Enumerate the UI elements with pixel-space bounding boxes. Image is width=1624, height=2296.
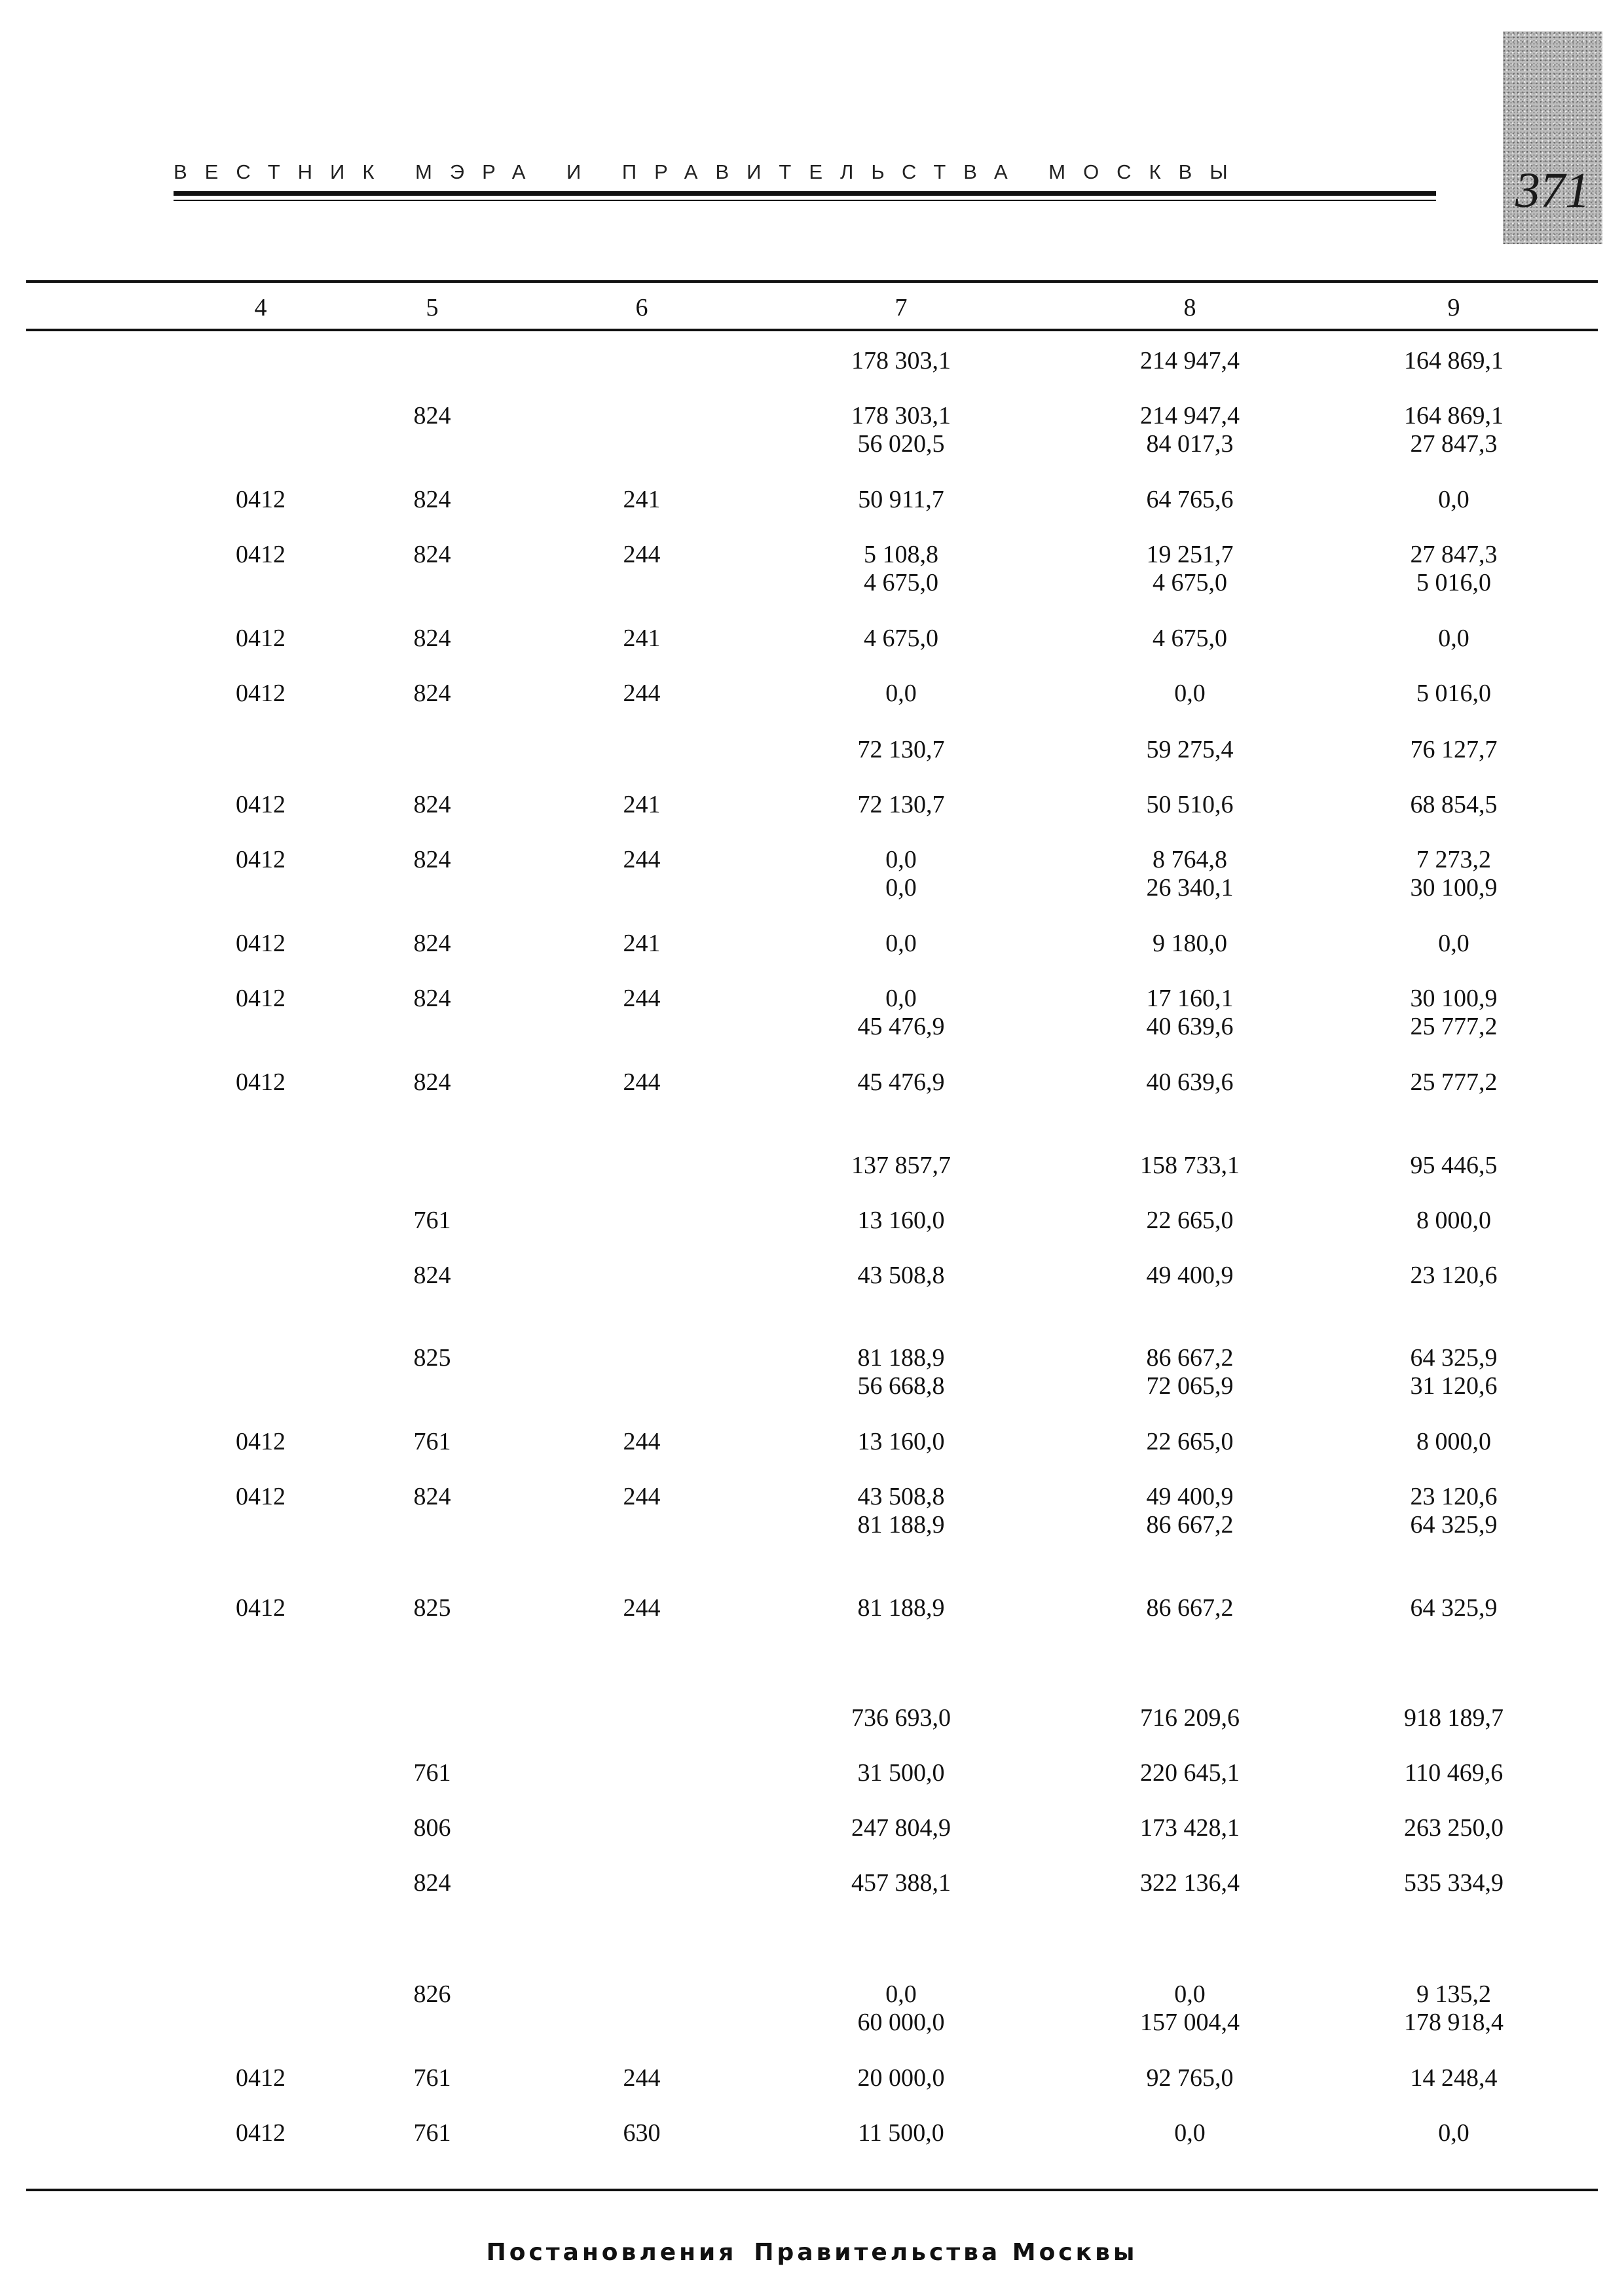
table-cell-9 [1356, 985, 1552, 1041]
table-cell-9 [1356, 402, 1552, 458]
cell-line: 244 [623, 680, 661, 707]
table-cell-6 [544, 1483, 740, 1511]
cell-line: 244 [623, 1428, 661, 1455]
table-cell-9 [1356, 1207, 1552, 1235]
cell-line: 27 847,3 [1410, 430, 1498, 458]
table-cell-7 [803, 347, 999, 375]
table-cell-9 [1356, 2119, 1552, 2147]
cell-line: 64 325,9 [1410, 1344, 1498, 1372]
cell-line: 86 667,2 [1146, 1344, 1234, 1372]
column-header-5: 5 [426, 294, 439, 321]
cell-line: 4 675,0 [864, 569, 938, 596]
cell-line: 86 667,2 [1146, 1511, 1234, 1539]
cell-line: 25 777,2 [1410, 1013, 1498, 1040]
cell-line: 27 847,3 [1410, 541, 1498, 568]
table-cell-5 [334, 1594, 530, 1622]
table-cell-7 [803, 1980, 999, 2037]
table-cell-6 [544, 930, 740, 958]
cell-line: 5 108,8 [864, 541, 938, 568]
cell-line: 244 [623, 1068, 661, 1096]
cell-line: 178 918,4 [1404, 2009, 1504, 2036]
cell-line: 241 [623, 625, 661, 652]
table-cell-7 [803, 1869, 999, 1897]
table-cell-7 [803, 985, 999, 1041]
table-top-rule [26, 280, 1598, 283]
table-cell-8 [1092, 1869, 1288, 1897]
table-cell-7 [803, 846, 999, 902]
cell-line: 72 065,9 [1146, 1372, 1234, 1400]
table-cell-9 [1356, 2064, 1552, 2092]
table-cell-4 [162, 985, 359, 1013]
table-cell-6 [544, 985, 740, 1013]
cell-line: 9 180,0 [1153, 930, 1227, 957]
column-header-9: 9 [1447, 294, 1460, 321]
table-cell-5 [334, 625, 530, 653]
table-cell-4 [162, 1068, 359, 1097]
table-cell-5 [334, 1262, 530, 1290]
table-cell-8 [1092, 680, 1288, 708]
cell-line: 95 446,5 [1410, 1152, 1498, 1179]
table-cell-9 [1356, 1428, 1552, 1456]
table-cell-9 [1356, 541, 1552, 597]
table-cell-5 [334, 1428, 530, 1456]
cell-line: 535 334,9 [1404, 1869, 1504, 1897]
cell-line: 0,0 [885, 930, 917, 957]
table-cell-5 [334, 541, 530, 569]
cell-line: 4 675,0 [1153, 625, 1227, 652]
cell-line: 0412 [236, 791, 286, 818]
table-cell-5 [334, 985, 530, 1013]
cell-line: 824 [413, 1869, 451, 1897]
table-cell-8 [1092, 1759, 1288, 1787]
cell-line: 68 854,5 [1410, 791, 1498, 818]
cell-line: 173 428,1 [1140, 1814, 1240, 1842]
cell-line: 244 [623, 1483, 661, 1510]
table-cell-6 [544, 680, 740, 708]
cell-line: 17 160,1 [1146, 985, 1234, 1012]
cell-line: 0,0 [885, 874, 917, 902]
cell-line: 0412 [236, 930, 286, 957]
cell-line: 56 668,8 [857, 1372, 945, 1400]
cell-line: 178 303,1 [851, 347, 951, 374]
cell-line: 81 188,9 [857, 1594, 945, 1622]
cell-line: 5 016,0 [1416, 569, 1491, 596]
table-cell-8 [1092, 1428, 1288, 1456]
cell-line: 0412 [236, 1594, 286, 1622]
table-cell-4 [162, 486, 359, 514]
cell-line: 9 135,2 [1416, 1980, 1491, 2008]
table-cell-8 [1092, 1483, 1288, 1539]
table-cell-5 [334, 1814, 530, 1842]
cell-line: 50 510,6 [1146, 791, 1234, 818]
table-cell-6 [544, 2119, 740, 2147]
cell-line: 13 160,0 [857, 1207, 945, 1234]
cell-line: 8 000,0 [1416, 1207, 1491, 1234]
table-cell-8 [1092, 2064, 1288, 2092]
cell-line: 0,0 [1174, 680, 1206, 707]
cell-line: 918 189,7 [1404, 1704, 1504, 1732]
cell-line: 0,0 [1438, 930, 1469, 957]
table-cell-5 [334, 2119, 530, 2147]
cell-line: 244 [623, 846, 661, 873]
cell-line: 50 911,7 [858, 486, 944, 513]
table-cell-9 [1356, 625, 1552, 653]
table-cell-7 [803, 1594, 999, 1622]
table-cell-6 [544, 486, 740, 514]
table-header-rule [26, 329, 1598, 331]
cell-line: 4 675,0 [864, 625, 938, 652]
table-cell-8 [1092, 1704, 1288, 1732]
table-cell-9 [1356, 1068, 1552, 1097]
cell-line: 7 273,2 [1416, 846, 1491, 873]
cell-line: 76 127,7 [1410, 736, 1498, 763]
cell-line: 22 665,0 [1146, 1428, 1234, 1455]
cell-line: 0412 [236, 541, 286, 568]
cell-line: 8 764,8 [1153, 846, 1227, 873]
cell-line: 84 017,3 [1146, 430, 1234, 458]
cell-line: 0,0 [1438, 2119, 1469, 2147]
table-cell-5 [334, 1068, 530, 1097]
table-cell-8 [1092, 347, 1288, 375]
cell-line: 0412 [236, 985, 286, 1012]
table-cell-9 [1356, 1262, 1552, 1290]
table-cell-6 [544, 846, 740, 874]
table-cell-7 [803, 541, 999, 597]
table-cell-7 [803, 1759, 999, 1787]
cell-line: 825 [413, 1594, 451, 1622]
table-cell-8 [1092, 1594, 1288, 1622]
cell-line: 630 [623, 2119, 661, 2147]
cell-line: 81 188,9 [857, 1511, 945, 1539]
cell-line: 241 [623, 791, 661, 818]
cell-line: 824 [413, 930, 451, 957]
table-cell-6 [544, 541, 740, 569]
cell-line: 0412 [236, 680, 286, 707]
table-cell-8 [1092, 1068, 1288, 1097]
cell-line: 0412 [236, 846, 286, 873]
table-cell-7 [803, 1262, 999, 1290]
table-cell-4 [162, 1594, 359, 1622]
table-cell-5 [334, 791, 530, 819]
column-header-7: 7 [895, 294, 908, 321]
table-cell-6 [544, 625, 740, 653]
cell-line: 761 [413, 1207, 451, 1234]
table-cell-8 [1092, 1344, 1288, 1400]
cell-line: 0412 [236, 1068, 286, 1096]
table-cell-8 [1092, 2119, 1288, 2147]
table-cell-5 [334, 930, 530, 958]
cell-line: 25 777,2 [1410, 1068, 1498, 1096]
cell-line: 761 [413, 1428, 451, 1455]
cell-line: 30 100,9 [1410, 874, 1498, 902]
cell-line: 241 [623, 486, 661, 513]
cell-line: 824 [413, 985, 451, 1012]
table-cell-7 [803, 1152, 999, 1180]
table-cell-8 [1092, 1152, 1288, 1180]
table-cell-5 [334, 1980, 530, 2009]
table-cell-4 [162, 541, 359, 569]
table-cell-7 [803, 486, 999, 514]
footer-word-1: Постановления [486, 2239, 737, 2266]
cell-line: 0412 [236, 625, 286, 652]
cell-line: 244 [623, 2064, 661, 2092]
table-cell-7 [803, 1344, 999, 1400]
table-cell-5 [334, 402, 530, 430]
cell-line: 20 000,0 [857, 2064, 945, 2092]
cell-line: 8 000,0 [1416, 1428, 1491, 1455]
table-cell-9 [1356, 1980, 1552, 2037]
cell-line: 244 [623, 1594, 661, 1622]
table-cell-5 [334, 2064, 530, 2092]
table-cell-8 [1092, 736, 1288, 764]
cell-line: 736 693,0 [851, 1704, 951, 1732]
cell-line: 81 188,9 [857, 1344, 945, 1372]
cell-line: 0412 [236, 1483, 286, 1510]
table-cell-7 [803, 1814, 999, 1842]
cell-line: 26 340,1 [1146, 874, 1234, 902]
cell-line: 22 665,0 [1146, 1207, 1234, 1234]
table-cell-7 [803, 680, 999, 708]
table-cell-5 [334, 1483, 530, 1511]
cell-line: 11 500,0 [858, 2119, 944, 2147]
table-bottom-rule [26, 2189, 1598, 2191]
cell-line: 92 765,0 [1146, 2064, 1234, 2092]
cell-line: 824 [413, 486, 451, 513]
cell-line: 824 [413, 846, 451, 873]
cell-line: 4 675,0 [1153, 569, 1227, 596]
cell-line: 0,0 [885, 985, 917, 1012]
cell-line: 806 [413, 1814, 451, 1842]
cell-line: 31 120,6 [1410, 1372, 1498, 1400]
table-cell-8 [1092, 625, 1288, 653]
table-cell-4 [162, 680, 359, 708]
cell-line: 761 [413, 2119, 451, 2147]
table-cell-9 [1356, 1152, 1552, 1180]
cell-line: 86 667,2 [1146, 1594, 1234, 1622]
table-cell-5 [334, 1344, 530, 1372]
cell-line: 31 500,0 [857, 1759, 945, 1787]
table-cell-5 [334, 680, 530, 708]
cell-line: 0412 [236, 2064, 286, 2092]
table-cell-8 [1092, 985, 1288, 1041]
cell-line: 824 [413, 1068, 451, 1096]
cell-line: 23 120,6 [1410, 1483, 1498, 1510]
cell-line: 761 [413, 1759, 451, 1787]
table-cell-7 [803, 791, 999, 819]
table-cell-9 [1356, 347, 1552, 375]
cell-line: 241 [623, 930, 661, 957]
cell-line: 157 004,4 [1140, 2009, 1240, 2036]
table-cell-9 [1356, 1594, 1552, 1622]
column-header-8: 8 [1183, 294, 1196, 321]
cell-line: 0,0 [885, 846, 917, 873]
cell-line: 0412 [236, 486, 286, 513]
table-header-row [0, 293, 1624, 326]
table-cell-5 [334, 1869, 530, 1897]
cell-line: 214 947,4 [1140, 347, 1240, 374]
cell-line: 716 209,6 [1140, 1704, 1240, 1732]
cell-line: 13 160,0 [857, 1428, 945, 1455]
table-cell-9 [1356, 1344, 1552, 1400]
table-cell-6 [544, 791, 740, 819]
cell-line: 263 250,0 [1404, 1814, 1504, 1842]
cell-line: 0,0 [1438, 486, 1469, 513]
table-cell-8 [1092, 1262, 1288, 1290]
table-cell-9 [1356, 486, 1552, 514]
cell-line: 322 136,4 [1140, 1869, 1240, 1897]
cell-line: 824 [413, 541, 451, 568]
table-cell-8 [1092, 541, 1288, 597]
table-cell-6 [544, 1594, 740, 1622]
table-cell-9 [1356, 1704, 1552, 1732]
cell-line: 5 016,0 [1416, 680, 1491, 707]
cell-line: 19 251,7 [1146, 541, 1234, 568]
table-cell-4 [162, 930, 359, 958]
section-footer [0, 2239, 1624, 2266]
table-cell-8 [1092, 486, 1288, 514]
table-cell-8 [1092, 1814, 1288, 1842]
table-cell-7 [803, 2064, 999, 2092]
cell-line: 56 020,5 [857, 430, 945, 458]
cell-line: 164 869,1 [1404, 347, 1504, 374]
table-cell-7 [803, 625, 999, 653]
cell-line: 110 469,6 [1404, 1759, 1504, 1787]
table-cell-9 [1356, 930, 1552, 958]
table-cell-7 [803, 1068, 999, 1097]
cell-line: 824 [413, 402, 451, 429]
cell-line: 824 [413, 680, 451, 707]
cell-line: 214 947,4 [1140, 402, 1240, 429]
table-cell-7 [803, 402, 999, 458]
cell-line: 72 130,7 [857, 736, 945, 763]
cell-line: 60 000,0 [857, 2009, 945, 2036]
table-cell-9 [1356, 680, 1552, 708]
cell-line: 40 639,6 [1146, 1013, 1234, 1040]
table-cell-5 [334, 846, 530, 874]
header-rule [174, 191, 1436, 196]
cell-line: 158 733,1 [1140, 1152, 1240, 1179]
table-cell-4 [162, 1483, 359, 1511]
cell-line: 45 476,9 [857, 1068, 945, 1096]
cell-line: 824 [413, 1483, 451, 1510]
cell-line: 45 476,9 [857, 1013, 945, 1040]
cell-line: 23 120,6 [1410, 1262, 1498, 1289]
cell-line: 761 [413, 2064, 451, 2092]
cell-line: 49 400,9 [1146, 1262, 1234, 1289]
cell-line: 0,0 [1174, 2119, 1206, 2147]
cell-line: 64 325,9 [1410, 1594, 1498, 1622]
cell-line: 178 303,1 [851, 402, 951, 429]
table-cell-9 [1356, 791, 1552, 819]
table-cell-4 [162, 625, 359, 653]
table-cell-8 [1092, 791, 1288, 819]
table-cell-7 [803, 736, 999, 764]
cell-line: 824 [413, 625, 451, 652]
table-cell-5 [334, 1759, 530, 1787]
column-header-6: 6 [635, 294, 648, 321]
table-cell-9 [1356, 1869, 1552, 1897]
cell-line: 247 804,9 [851, 1814, 951, 1842]
cell-line: 137 857,7 [851, 1152, 951, 1179]
footer-word-2: Правительства Москвы [754, 2239, 1138, 2266]
cell-line: 244 [623, 541, 661, 568]
page-number: 371 [1515, 163, 1590, 218]
cell-line: 64 325,9 [1410, 1511, 1498, 1539]
cell-line: 220 645,1 [1140, 1759, 1240, 1787]
table-cell-6 [544, 1428, 740, 1456]
table-cell-6 [544, 2064, 740, 2092]
cell-line: 43 508,8 [857, 1483, 945, 1510]
table-cell-8 [1092, 1207, 1288, 1235]
cell-line: 0412 [236, 1428, 286, 1455]
table-cell-4 [162, 2119, 359, 2147]
table-cell-9 [1356, 1483, 1552, 1539]
cell-line: 824 [413, 1262, 451, 1289]
cell-line: 825 [413, 1344, 451, 1372]
cell-line: 40 639,6 [1146, 1068, 1234, 1096]
page-number-badge [1503, 31, 1602, 244]
table-cell-5 [334, 1207, 530, 1235]
cell-line: 14 248,4 [1410, 2064, 1498, 2092]
journal-title: ВЕСТНИК МЭРА И ПРАВИТЕЛЬСТВА МОСКВЫ [174, 160, 1246, 183]
table-cell-9 [1356, 736, 1552, 764]
cell-line: 0,0 [1174, 1980, 1206, 2008]
table-cell-4 [162, 791, 359, 819]
cell-line: 0412 [236, 2119, 286, 2147]
table-cell-7 [803, 1704, 999, 1732]
cell-line: 30 100,9 [1410, 985, 1498, 1012]
table-cell-9 [1356, 1814, 1552, 1842]
table-cell-7 [803, 930, 999, 958]
cell-line: 826 [413, 1980, 451, 2008]
cell-line: 64 765,6 [1146, 486, 1234, 513]
table-cell-7 [803, 2119, 999, 2147]
table-cell-7 [803, 1207, 999, 1235]
table-cell-4 [162, 1428, 359, 1456]
table-cell-7 [803, 1428, 999, 1456]
cell-line: 59 275,4 [1146, 736, 1234, 763]
cell-line: 0,0 [885, 680, 917, 707]
table-cell-5 [334, 486, 530, 514]
header-rule-thin [174, 200, 1436, 201]
table-cell-8 [1092, 402, 1288, 458]
table-cell-8 [1092, 930, 1288, 958]
table-cell-8 [1092, 846, 1288, 902]
table-cell-4 [162, 846, 359, 874]
table-cell-7 [803, 1483, 999, 1539]
cell-line: 0,0 [885, 1980, 917, 2008]
table-cell-4 [162, 2064, 359, 2092]
cell-line: 49 400,9 [1146, 1483, 1234, 1510]
cell-line: 164 869,1 [1404, 402, 1504, 429]
table-cell-9 [1356, 1759, 1552, 1787]
cell-line: 0,0 [1438, 625, 1469, 652]
cell-line: 43 508,8 [857, 1262, 945, 1289]
cell-line: 457 388,1 [851, 1869, 951, 1897]
table-cell-8 [1092, 1980, 1288, 2037]
column-header-4: 4 [254, 294, 267, 321]
cell-line: 244 [623, 985, 661, 1012]
table-cell-6 [544, 1068, 740, 1097]
table-cell-9 [1356, 846, 1552, 902]
cell-line: 824 [413, 791, 451, 818]
cell-line: 72 130,7 [857, 791, 945, 818]
